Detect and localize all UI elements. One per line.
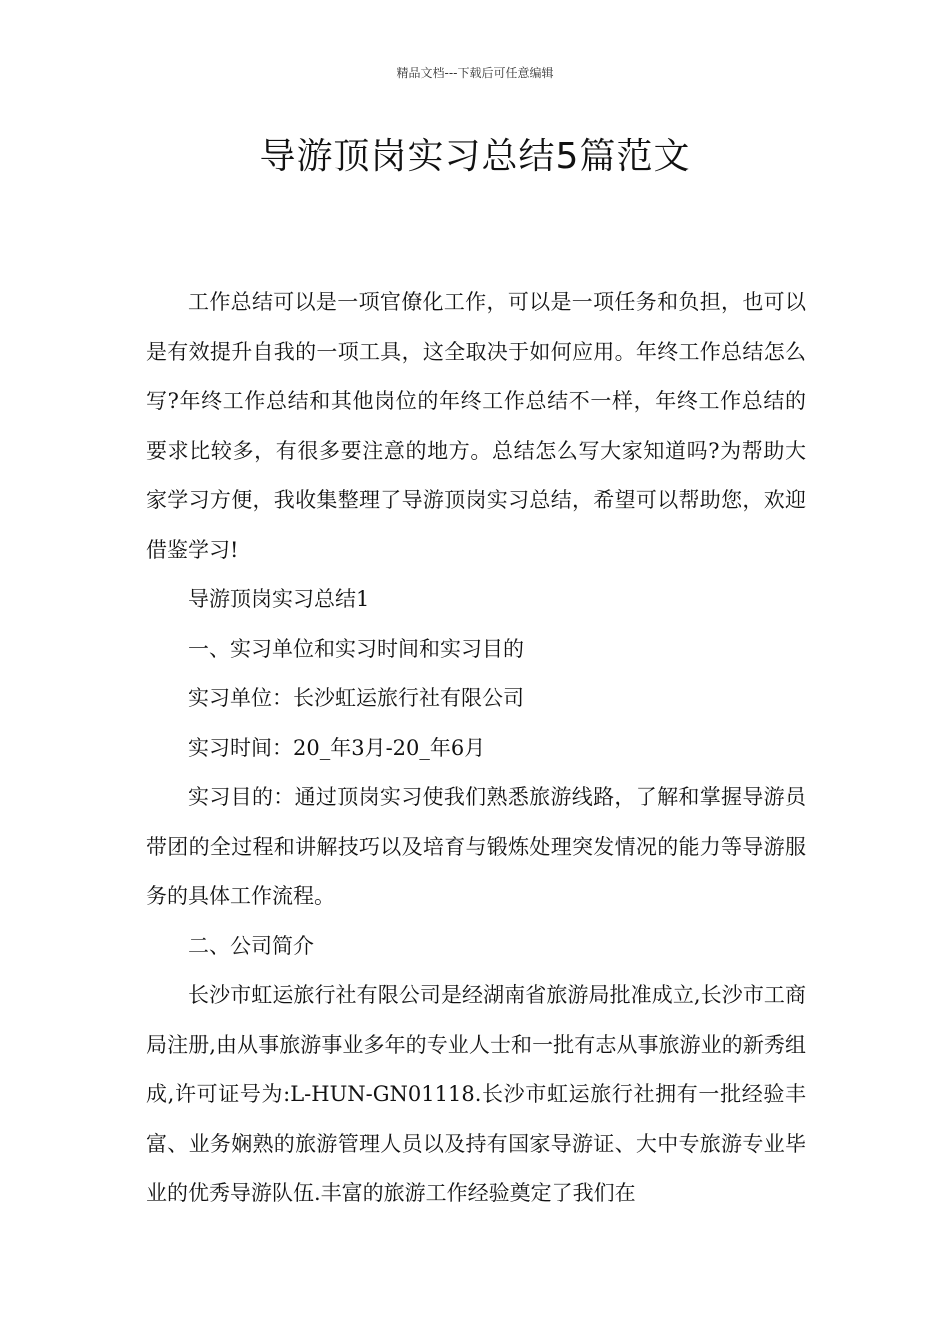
- section-heading-company-intro: 二、公司简介: [188, 933, 314, 958]
- internship-purpose: 实习目的：通过顶岗实习使我们熟悉旅游线路，了解和掌握导游员带团的全过程和讲解技巧以及培育与锻炼处理突发情况的能力等导游服务的具体工作流程。: [146, 785, 806, 908]
- internship-unit: 实习单位：长沙虹运旅行社有限公司: [188, 686, 524, 710]
- section-heading-summary-1: 导游顶岗实习总结1: [188, 587, 370, 611]
- document-title: 导游顶岗实习总结5篇范文: [259, 136, 691, 177]
- intro-paragraph: 工作总结可以是一项官僚化工作，可以是一项任务和负担，也可以是有效提升自我的一项工具，这全取决于如何应用。年终工作总结怎么写?年终工作总结和其他岗位的年终工作总结不一样，年终工作总结的要求比较多，有很多要注意的地方。总结怎么写大家知道吗?为帮助大家学习方便，我收集整理了导游顶岗实习总结，希望可以帮助您，欢迎借鉴学习!: [146, 290, 806, 562]
- document-body: [146, 278, 806, 1219]
- section-heading-internship-info: 一、实习单位和实习时间和实习目的: [188, 636, 524, 661]
- header-note: 精品文档---下载后可任意编辑: [396, 66, 554, 80]
- company-intro-paragraph: 长沙市虹运旅行社有限公司是经湖南省旅游局批准成立,长沙市工商局注册,由从事旅游事业多年的专业人士和一批有志从事旅游业的新秀组成,许可证号为:L-HUN-GN01118.长沙市虹运旅行社拥有一批经验丰富、业务娴熟的旅游管理人员以及持有国家导游证、大中专旅游专业毕业的优秀导游队伍.丰富的旅游工作经验奠定了我们在: [146, 983, 806, 1205]
- internship-time: 实习时间：20_年3月-20_年6月: [188, 735, 486, 760]
